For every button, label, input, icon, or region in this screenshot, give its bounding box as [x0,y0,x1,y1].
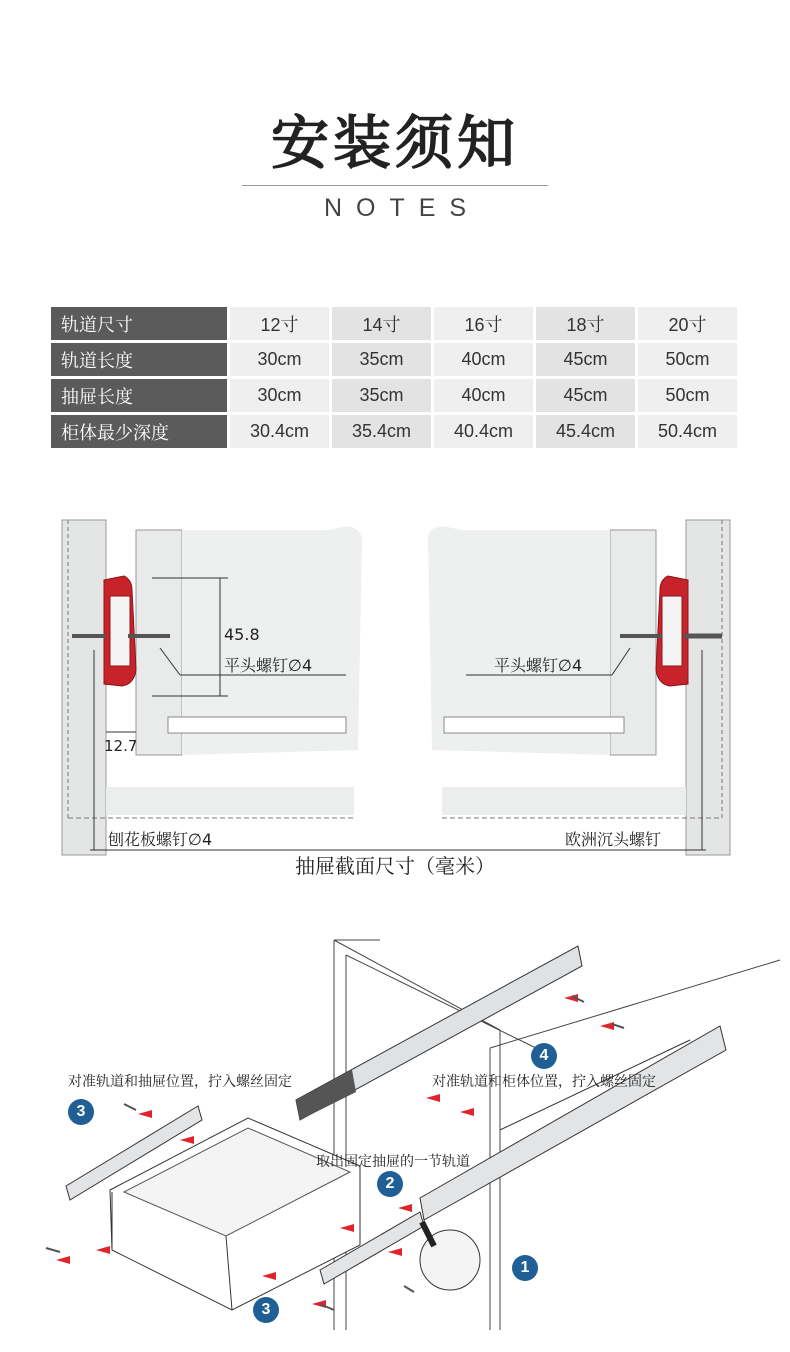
dim-offset-label: 12.7 [104,737,138,755]
step-badge-4: 4 [531,1043,557,1069]
table-cell: 35cm [332,343,431,376]
step-badge-3: 3 [68,1099,94,1125]
table-cell: 40.4cm [434,415,533,448]
right-drawer-bottom [444,717,624,733]
page-subtitle: NOTES [323,194,481,222]
row-header: 轨道长度 [51,343,227,376]
left-drawer-bottom [168,717,346,733]
left-cabinet-wall [62,520,106,855]
table-row [51,343,737,376]
table-cell: 35cm [332,379,431,412]
page-title: 安装须知 [270,109,519,177]
table-cell: 30cm [230,379,329,412]
table-cell: 45cm [536,379,635,412]
table-cell: 14寸 [332,307,431,340]
title-divider [242,185,548,186]
table-cell: 50cm [638,343,737,376]
bottom-left-label: 刨花板螺钉∅4 [108,830,213,849]
dim-height-label: 45.8 [224,625,260,644]
step-remove-label: 取出固定抽屉的一节轨道 [316,1154,470,1170]
row-header: 柜体最少深度 [51,415,227,448]
table-row [51,379,737,412]
table-cell: 16寸 [434,307,533,340]
table-cell: 45cm [536,343,635,376]
table-cell: 40cm [434,343,533,376]
right-screw-label: 平头螺钉∅4 [494,656,583,675]
right-rail-inner [662,596,682,666]
table-cell: 50.4cm [638,415,737,448]
table-cell: 18寸 [536,307,635,340]
bottom-right-label: 欧洲沉头螺钉 [565,830,662,849]
table-cell: 50cm [638,379,737,412]
table-cell: 40cm [434,379,533,412]
main-rail [420,1026,726,1220]
installation-illustration [0,930,790,1340]
table-cell: 30.4cm [230,415,329,448]
step-badge-3-lower: 3 [253,1297,279,1323]
left-cabinet-floor [106,787,354,815]
left-rail-inner [110,596,130,666]
row-header: 抽屉长度 [51,379,227,412]
table-cell: 45.4cm [536,415,635,448]
row-header: 轨道尺寸 [51,307,227,340]
spec-table [48,304,740,451]
right-cabinet-wall [686,520,730,855]
table-row [51,307,737,340]
left-screw-label: 平头螺钉∅4 [224,656,313,675]
table-cell: 35.4cm [332,415,431,448]
step-badge-1: 1 [512,1255,538,1281]
table-row [51,415,737,448]
table-cell: 30cm [230,343,329,376]
table-cell: 20寸 [638,307,737,340]
right-cabinet-floor [442,787,686,815]
step-drawer-label: 对准轨道和抽屉位置，拧入螺丝固定 [68,1074,292,1090]
step-badge-2: 2 [377,1171,403,1197]
step-cabinet-label: 对准轨道和柜体位置，拧入螺丝固定 [432,1074,656,1090]
diagram-caption: 抽屉截面尺寸（毫米） [295,854,495,878]
table-cell: 12寸 [230,307,329,340]
